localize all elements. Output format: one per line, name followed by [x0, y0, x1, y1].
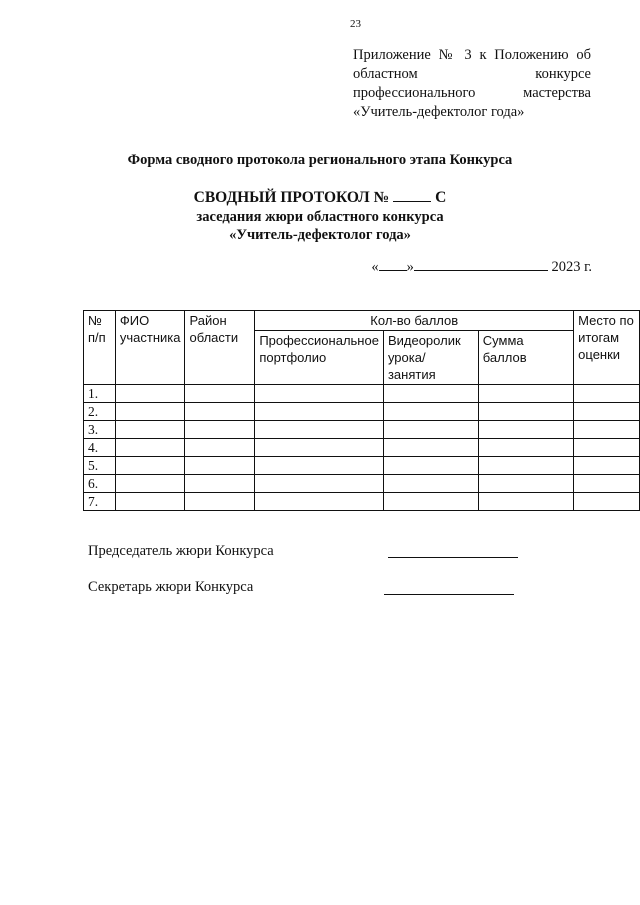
appendix-line: профессионального мастерства [353, 85, 591, 101]
header-scores-group: Кол-во баллов [255, 311, 574, 331]
date-open-quote: « [371, 259, 379, 275]
cell-portfolio[interactable] [255, 439, 384, 457]
protocol-title [0, 187, 640, 208]
row-number: 1. [84, 385, 116, 403]
cell-fio[interactable] [115, 475, 185, 493]
cell-sum[interactable] [478, 475, 573, 493]
row-number: 3. [84, 421, 116, 439]
table-row [84, 475, 640, 493]
table-row [84, 493, 640, 511]
cell-district[interactable] [185, 439, 255, 457]
cell-video[interactable] [383, 475, 478, 493]
table-row [84, 421, 640, 439]
table-header-row [84, 311, 640, 331]
cell-portfolio[interactable] [255, 475, 384, 493]
cell-video[interactable] [383, 439, 478, 457]
protocol-title-suffix: С [435, 189, 447, 206]
results-table [83, 310, 640, 511]
cell-portfolio[interactable] [255, 493, 384, 511]
row-number: 2. [84, 403, 116, 421]
table-row [84, 385, 640, 403]
row-number: 6. [84, 475, 116, 493]
cell-fio[interactable] [115, 403, 185, 421]
header-video: Видеоролик урока/ занятия [383, 331, 478, 385]
date-close-quote: » [406, 259, 414, 275]
cell-district[interactable] [185, 475, 255, 493]
appendix-line: Приложение № 3 к Положению об [353, 47, 591, 63]
cell-sum[interactable] [478, 385, 573, 403]
cell-district[interactable] [185, 457, 255, 475]
secretary-signature-line [384, 594, 514, 595]
row-number: 4. [84, 439, 116, 457]
cell-place[interactable] [574, 475, 640, 493]
cell-sum[interactable] [478, 421, 573, 439]
protocol-subtitle: заседания жюри областного конкурса [196, 209, 444, 225]
protocol-number-blank [393, 187, 431, 202]
header-fio: ФИО участника [115, 311, 185, 385]
cell-district[interactable] [185, 421, 255, 439]
cell-portfolio[interactable] [255, 385, 384, 403]
header-sum: Сумма баллов [478, 331, 573, 385]
page-number: 23 [350, 18, 361, 30]
cell-sum[interactable] [478, 457, 573, 475]
cell-place[interactable] [574, 385, 640, 403]
chair-signature-label: Председатель жюри Конкурса [88, 543, 274, 559]
row-number: 5. [84, 457, 116, 475]
row-number: 7. [84, 493, 116, 511]
cell-district[interactable] [185, 493, 255, 511]
cell-place[interactable] [574, 493, 640, 511]
appendix-note [353, 46, 591, 122]
header-num: № п/п [84, 311, 116, 385]
cell-video[interactable] [383, 385, 478, 403]
cell-place[interactable] [574, 457, 640, 475]
cell-portfolio[interactable] [255, 421, 384, 439]
cell-district[interactable] [185, 385, 255, 403]
cell-place[interactable] [574, 421, 640, 439]
header-place: Место по итогам оценки [574, 311, 640, 385]
cell-sum[interactable] [478, 403, 573, 421]
form-title: Форма сводного протокола регионального этапа Конкурса [127, 152, 513, 168]
cell-portfolio[interactable] [255, 403, 384, 421]
cell-fio[interactable] [115, 421, 185, 439]
cell-video[interactable] [383, 403, 478, 421]
cell-video[interactable] [383, 457, 478, 475]
cell-fio[interactable] [115, 493, 185, 511]
secretary-signature-label: Секретарь жюри Конкурса [88, 579, 254, 595]
protocol-heading [0, 187, 640, 244]
cell-portfolio[interactable] [255, 457, 384, 475]
cell-sum[interactable] [478, 493, 573, 511]
header-district: Район области [185, 311, 255, 385]
table-row [84, 403, 640, 421]
protocol-title-prefix: СВОДНЫЙ ПРОТОКОЛ № [193, 189, 390, 206]
table-row [84, 439, 640, 457]
cell-fio[interactable] [115, 385, 185, 403]
chair-signature-line [388, 557, 518, 558]
cell-fio[interactable] [115, 439, 185, 457]
appendix-line: «Учитель-дефектолог года» [353, 104, 525, 120]
header-portfolio: Профессиональное портфолио [255, 331, 384, 385]
day-blank [379, 258, 407, 271]
cell-fio[interactable] [115, 457, 185, 475]
month-blank [414, 258, 548, 271]
cell-place[interactable] [574, 439, 640, 457]
cell-sum[interactable] [478, 439, 573, 457]
cell-video[interactable] [383, 421, 478, 439]
table-row [84, 457, 640, 475]
cell-district[interactable] [185, 403, 255, 421]
appendix-line: областном конкурсе [353, 66, 591, 82]
protocol-contest-name: «Учитель-дефектолог года» [229, 227, 411, 243]
cell-video[interactable] [383, 493, 478, 511]
date-year: 2023 г. [551, 259, 592, 275]
cell-place[interactable] [574, 403, 640, 421]
date-line [371, 258, 592, 276]
